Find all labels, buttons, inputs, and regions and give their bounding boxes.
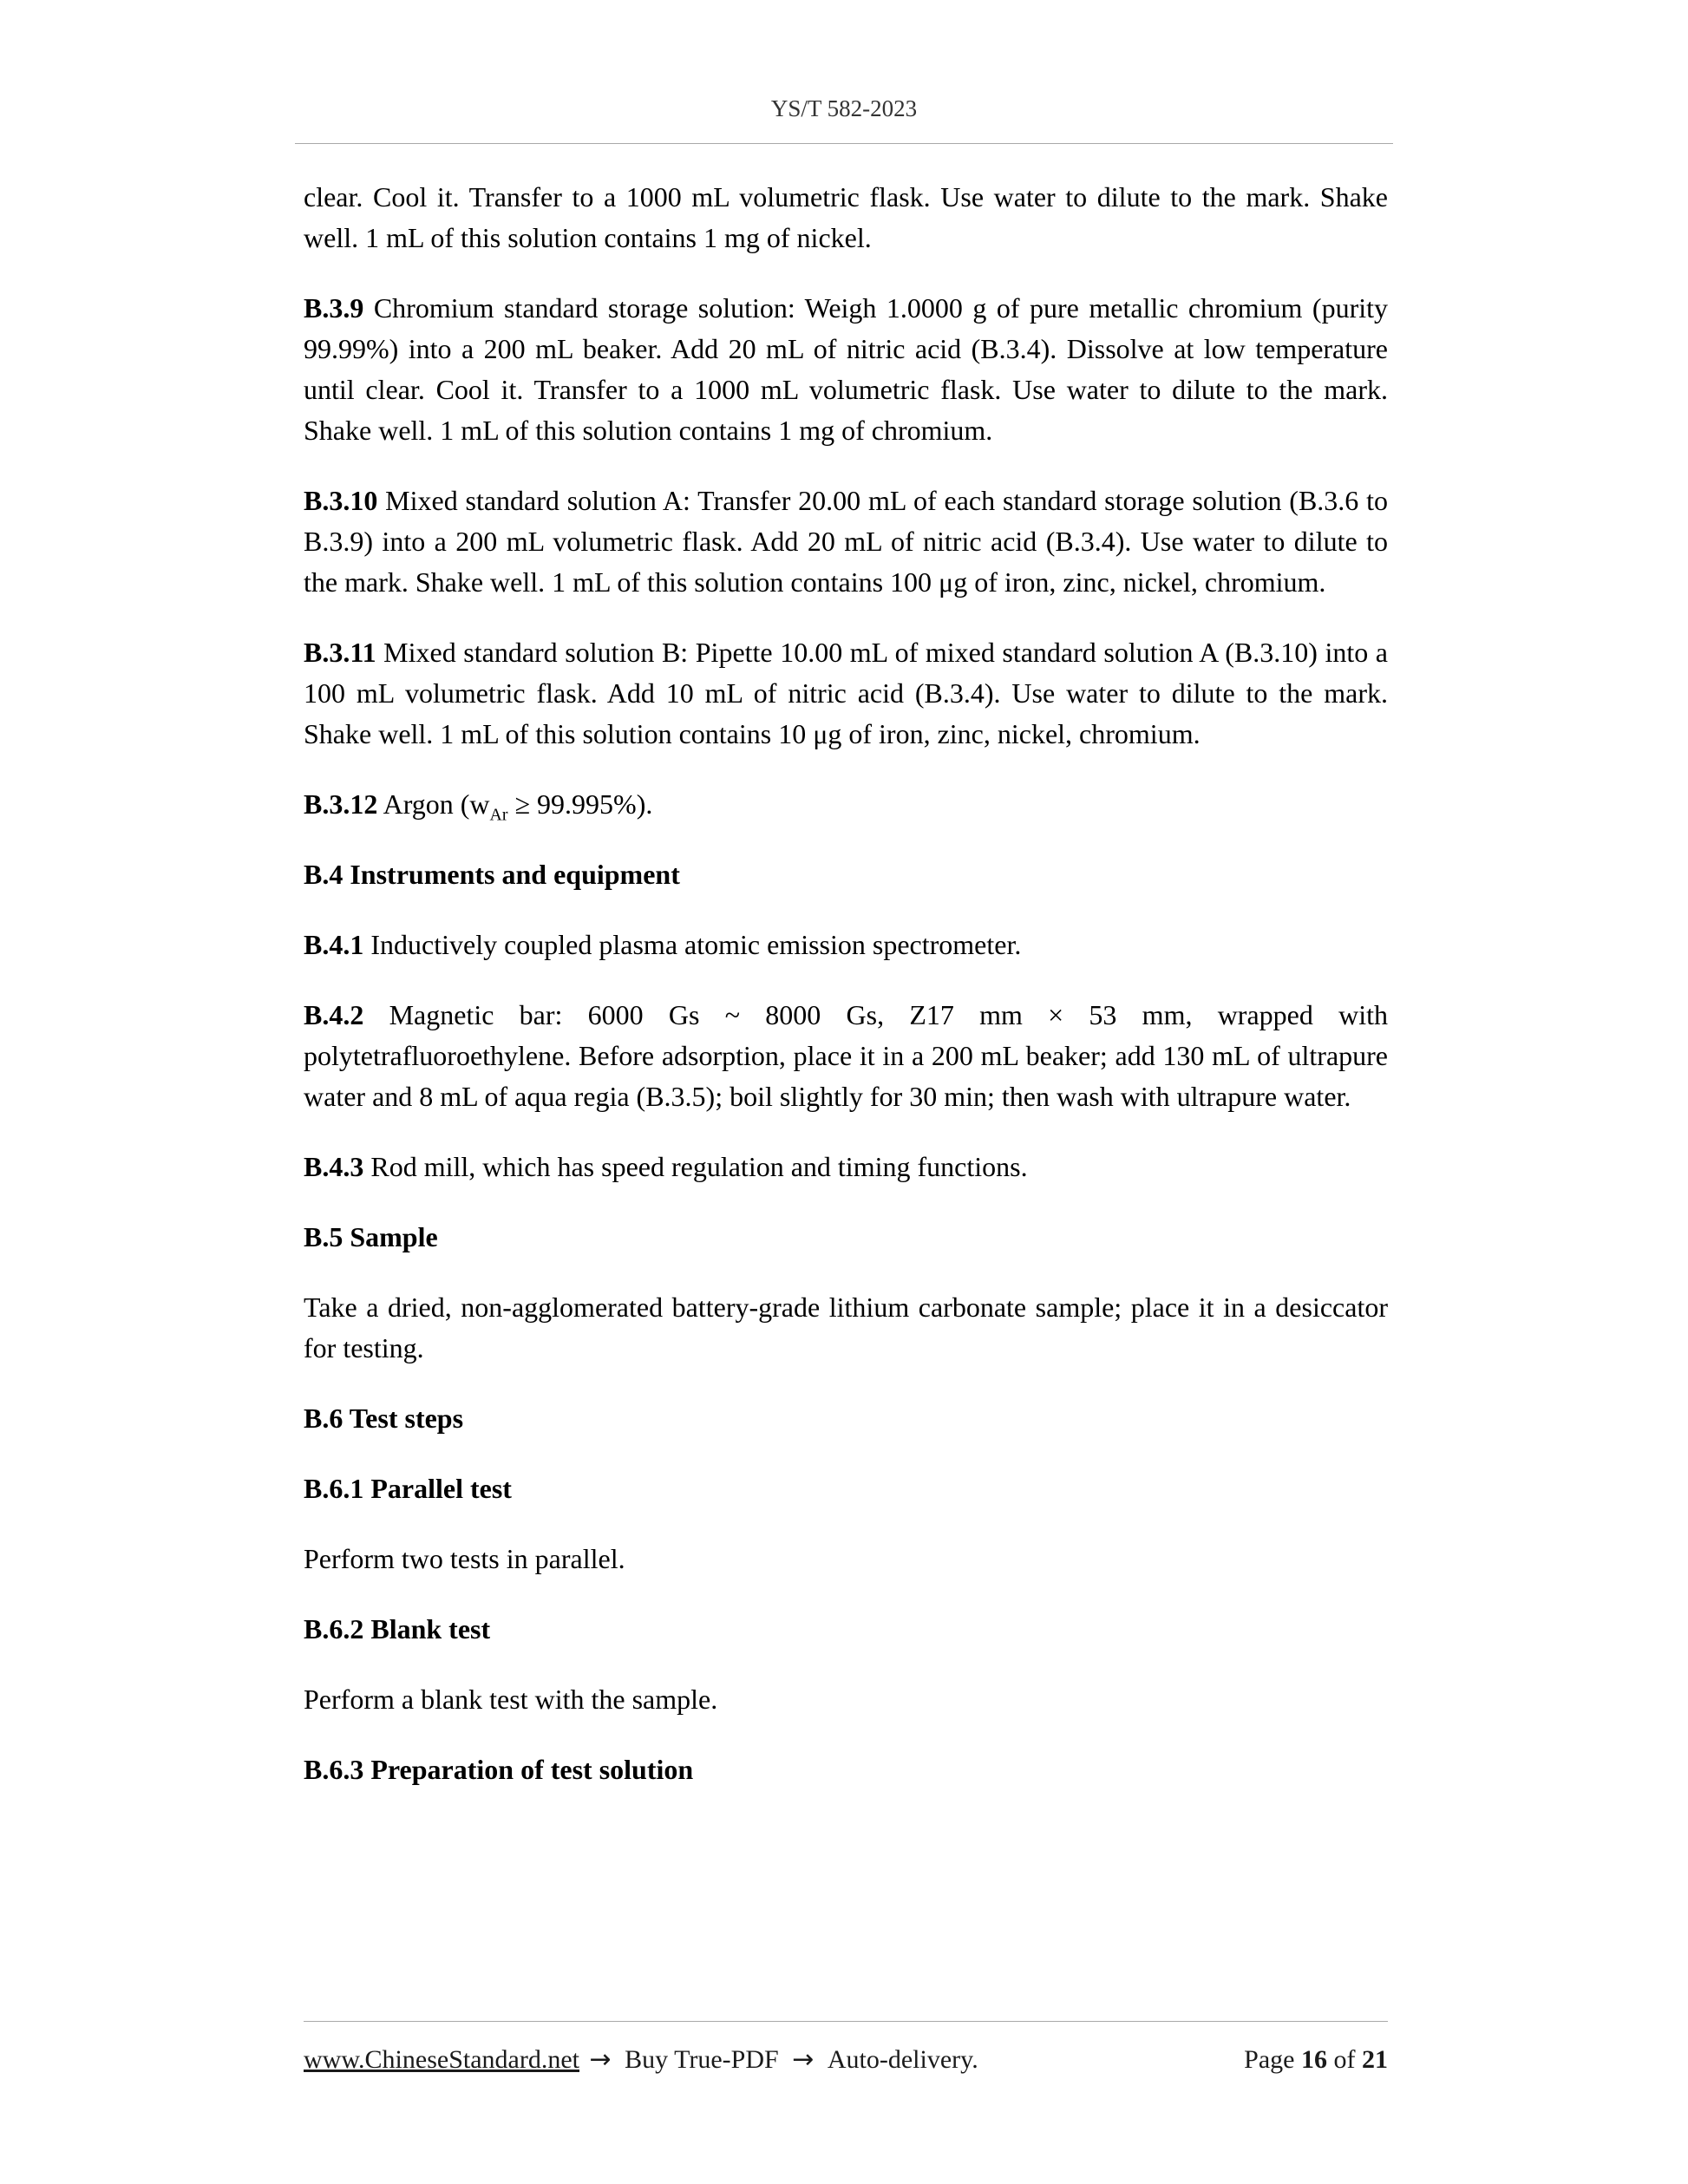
clause-number: B.3.12 xyxy=(304,788,378,820)
paragraph-b3-11: B.3.11 Mixed standard solution B: Pipette 10.00 mL of mixed standard solution A (B.3.10) into a 100 mL volumetric flask. Add 10 mL of nitric acid (B.3.4). Use water to dilute to the mark. Shake well. 1 mL of this solution contains 10 μg of iron, zinc, nickel, chromium. xyxy=(304,637,1389,749)
paragraph-blank-test: Perform a blank test with the sample. xyxy=(304,1684,718,1715)
paragraph-b3-10: B.3.10 Mixed standard solution A: Transfer 20.00 mL of each standard storage solution (B.3.6 to B.3.9) into a 200 mL volumetric flask. Add 20 mL of nitric acid (B.3.4). Use water to dilute to the mark. Shake well. 1 mL of this solution contains 100 μg of iron, zinc, nickel, chromium. xyxy=(304,485,1389,598)
footer-source xyxy=(304,2044,982,2075)
document-body xyxy=(304,177,1388,1820)
paragraph-sample: Take a dried, non-agglomerated battery-grade lithium carbonate sample; place it in a desiccator for testing. xyxy=(304,1291,1388,1363)
document-code: YS/T 582-2023 xyxy=(770,95,918,121)
footer-buy-text: Buy True-PDF xyxy=(625,2045,779,2074)
heading-b6-3: B.6.3 Preparation of test solution xyxy=(304,1754,694,1785)
page-indicator xyxy=(1244,2045,1388,2075)
footer-website-link[interactable]: www.ChineseStandard.net xyxy=(304,2045,579,2074)
heading-b5: B.5 Sample xyxy=(304,1221,438,1252)
page-of-label: of xyxy=(1333,2045,1356,2074)
paragraph-b4-1: B.4.1 Inductively coupled plasma atomic emission spectrometer. xyxy=(304,929,1022,960)
clause-number: B.4.2 xyxy=(304,999,364,1030)
clause-number: B.4.3 xyxy=(304,1151,364,1182)
document-header xyxy=(295,95,1393,144)
paragraph-parallel-test: Perform two tests in parallel. xyxy=(304,1543,625,1574)
heading-b6-1: B.6.1 Parallel test xyxy=(304,1473,512,1504)
clause-number: B.3.10 xyxy=(304,485,378,516)
paragraph-b4-3: B.4.3 Rod mill, which has speed regulation and timing functions. xyxy=(304,1151,1028,1182)
paragraph-b4-2: B.4.2 Magnetic bar: 6000 Gs ~ 8000 Gs, Ζ17 mm × 53 mm, wrapped with polytetrafluoroethylene. Before adsorption, place it in a 200 mL beaker; add 130 mL of ultrapure water and 8 mL of aqua regia (B.3.5); boil slightly for 30 min; then wash with ultrapure water. xyxy=(304,999,1389,1112)
paragraph-b3-9: B.3.9 Chromium standard storage solution: Weigh 1.0000 g of pure metallic chromium (purity 99.99%) into a 200 mL beaker. Add 20 mL of nitric acid (B.3.4). Dissolve at low temperature until clear. Cool it. Transfer to a 1000 mL volumetric flask. Use water to dilute to the mark. Shake well. 1 mL of this solution contains 1 mg of chromium. xyxy=(304,292,1389,446)
heading-b4: B.4 Instruments and equipment xyxy=(304,859,680,890)
paragraph-continuation: clear. Cool it. Transfer to a 1000 mL volumetric flask. Use water to dilute to the mark. Shake well. 1 mL of this solution contains 1 mg of nickel. xyxy=(304,181,1388,253)
clause-number: B.3.9 xyxy=(304,292,364,324)
heading-b6-2: B.6.2 Blank test xyxy=(304,1613,491,1645)
footer-delivery-text: Auto-delivery. xyxy=(827,2045,978,2074)
arrow-icon: → xyxy=(589,2044,612,2075)
paragraph-b3-12: B.3.12 Argon $(w_{Ar} \ge 99.995\%)$. xyxy=(304,788,653,825)
arrow-icon: → xyxy=(792,2044,815,2075)
heading-b6: B.6 Test steps xyxy=(304,1403,464,1434)
document-footer xyxy=(304,2021,1388,2075)
page-label: Page xyxy=(1244,2045,1295,2074)
clause-number: B.3.11 xyxy=(304,637,376,668)
subscript-ar: Ar xyxy=(489,805,508,825)
page-total: 21 xyxy=(1362,2045,1388,2074)
page-number: 16 xyxy=(1301,2045,1327,2074)
clause-number: B.4.1 xyxy=(304,929,364,960)
